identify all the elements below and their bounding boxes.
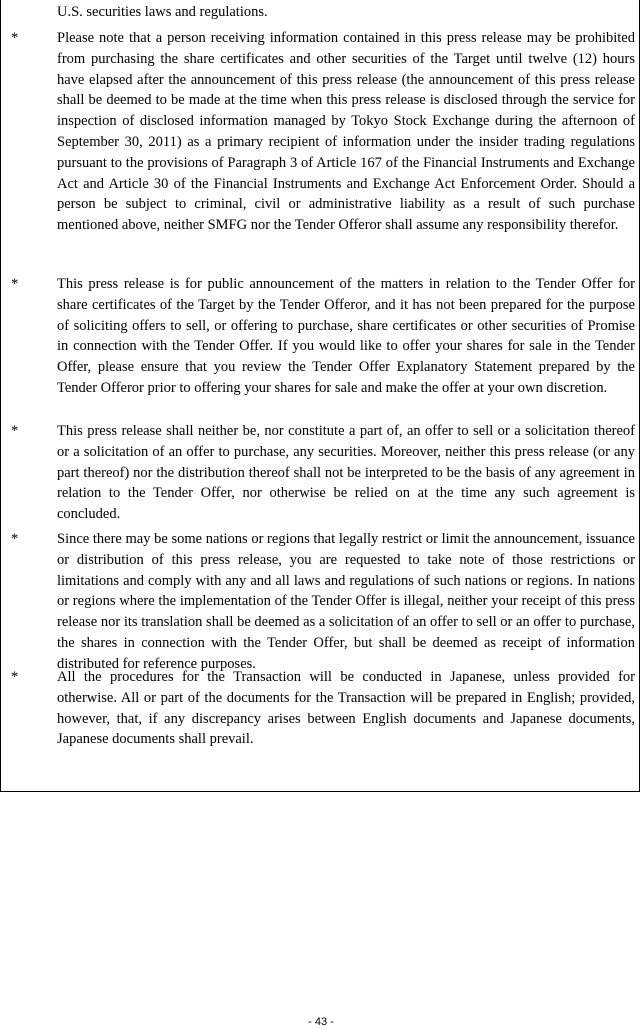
notice-paragraph: All the procedures for the Transaction will be conducted in Japanese, unless provided for otherwise. All or part of the documents for the Transaction will be prepared in English; provided, however, that, if any discrepancy arises between English documents and Japanese documents, Japanese documents shall prevail. <box>57 669 635 748</box>
page-number: - 43 - <box>308 1016 334 1028</box>
bullet-marker: * <box>11 276 19 292</box>
bullet-marker: * <box>11 531 19 547</box>
bullet-marker: * <box>11 423 19 439</box>
notice-paragraph: Please note that a person receiving information contained in this press release may be prohibited from purchasing the share certificates and other securities of the Target until twelve (12) hours have elapsed after the announcement of this press release (the announcement of this press release shall be deemed to be made at the time when this press release is disclosed through the service for inspection of disclosed information managed by Tokyo Stock Exchange during the afternoon of September 30, 2011) as a primary recipient of information under the insider trading regulations pursuant to the provisions of Paragraph 3 of Article 167 of the Financial Instruments and Exchange Act and Article 30 of the Financial Instruments and Exchange Act Enforcement Order. Should a person be subject to criminal, civil or administrative liability as a result of such purchase mentioned above, neither SMFG nor the Tender Offeror shall assume any responsibility therefor. <box>57 30 635 234</box>
bullet-marker: * <box>11 30 19 46</box>
bullet-marker: * <box>11 669 19 685</box>
notice-paragraph: This press release is for public announcement of the matters in relation to the Tender Offer for share certificates of the Target by the Tender Offeror, and it has not been prepared for the purpose of soliciting offers to sell, or offering to purchase, share certificates or other securities of Promise in connection with the Tender Offer. If you would like to offer your shares for sale in the Tender Offer, please ensure that you review the Tender Offer Explanatory Statement prepared by the Tender Offeror prior to offering your shares for sale and make the offer at your own discretion. <box>57 276 635 396</box>
notice-paragraph: Since there may be some nations or regions that legally restrict or limit the announcement, issuance or distribution of this press release, you are requested to take note of those restrictions or limitations and comply with any and all laws and regulations of such nations or regions. In nations or regions where the implementation of the Tender Offer is illegal, neither your receipt of this press release nor its translation shall be deemed as a solicitation of an offer to sell or an offer to purchase, the shares in connection with the Tender Offer, but shall be deemed as receipt of information distributed for reference purposes. <box>57 531 635 672</box>
notice-paragraph: This press release shall neither be, nor constitute a part of, an offer to sell or a solicitation thereof or a solicitation of an offer to purchase, any securities. Moreover, neither this press release (or any part thereof) nor the distribution thereof shall not be interpreted to be the basis of any agreement in relation to the Tender Offer, nor otherwise be relied on at the time any such agreement is concluded. <box>57 423 635 523</box>
lead-line: U.S. securities laws and regulations. <box>57 4 268 20</box>
